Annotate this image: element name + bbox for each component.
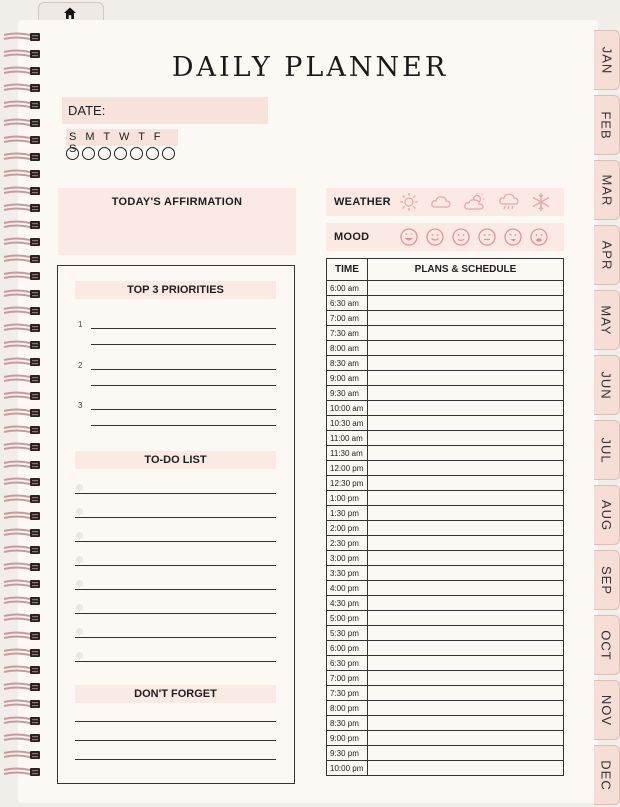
spiral-coil [2,374,42,384]
wink-face-icon[interactable] [502,227,524,247]
spiral-coil [2,357,42,367]
slot-time: 1:00 pm [327,491,368,505]
slot-time: 11:30 am [327,446,368,460]
schedule-slot[interactable] [327,446,563,461]
todo-line[interactable] [75,589,276,590]
schedule-slot[interactable] [327,746,563,761]
todo-bullet[interactable] [76,628,83,635]
month-tab-label: SEP [599,565,615,595]
slot-time: 11:00 am [327,431,368,445]
partly-cloudy-icon[interactable] [464,192,486,212]
spiral-coil [2,733,42,743]
month-tab-label: DEC [599,759,615,791]
slot-time: 8:00 am [327,341,368,355]
schedule-slot[interactable] [327,581,563,596]
priority-line[interactable] [91,328,276,329]
slot-time: 8:30 am [327,356,368,370]
month-tab-label: JUL [599,436,614,464]
slot-time: 1:30 pm [327,506,368,520]
todo-bullet[interactable] [76,652,83,659]
todo-bullet[interactable] [76,556,83,563]
schedule-slot[interactable] [327,596,563,611]
weekday-checkbox[interactable] [98,147,111,160]
slot-time: 3:00 pm [327,551,368,565]
spiral-coil [2,477,42,487]
schedule-slot[interactable] [327,296,563,311]
spiral-coil [2,220,42,230]
schedule-slot[interactable] [327,566,563,581]
slot-time: 7:30 pm [327,686,368,700]
tab-jun[interactable] [594,355,620,415]
priority-line[interactable] [91,409,276,410]
tab-may[interactable] [594,290,620,350]
slot-time: 6:30 pm [327,656,368,670]
schedule-slot[interactable] [327,551,563,566]
spiral-coil [2,408,42,418]
slot-time: 5:00 pm [327,611,368,625]
month-tab-label: FEB [599,110,615,140]
schedule-slot[interactable] [327,536,563,551]
schedule-slot[interactable] [327,341,563,356]
schedule-slot[interactable] [327,506,563,521]
schedule-slot[interactable] [327,356,563,371]
priority-number: 2 [78,361,83,370]
schedule-slot[interactable] [327,491,563,506]
spiral-coil [2,767,42,777]
tab-feb[interactable] [594,95,620,155]
spiral-coil [2,613,42,623]
slot-time: 12:00 pm [327,461,368,475]
home-icon[interactable] [63,6,77,20]
slot-time: 10:30 am [327,416,368,430]
schedule-slot[interactable] [327,611,563,626]
left-panel [57,265,295,784]
priority-number: 1 [78,320,83,329]
neutral-face-icon[interactable] [450,227,472,247]
tab-jan[interactable] [594,30,620,90]
spiral-coil [2,118,42,128]
snowflake-icon[interactable] [530,192,552,212]
month-tab-label: AUG [599,499,615,531]
slot-time: 6:00 pm [327,641,368,655]
schedule-header [327,259,563,281]
month-tab-label: MAR [599,174,615,206]
spiral-coil [2,237,42,247]
schedule-slot[interactable] [327,521,563,536]
tab-mar[interactable] [594,160,620,220]
schedule-slot[interactable] [327,371,563,386]
spiral-coil [2,323,42,333]
date-label: DATE: [68,103,106,118]
month-tab-label: NOV [599,694,615,726]
weekday-checkbox[interactable] [82,147,95,160]
slot-time: 4:30 pm [327,596,368,610]
spiral-coil [2,545,42,555]
sun-icon[interactable] [398,192,420,212]
schedule-slot[interactable] [327,401,563,416]
priority-line[interactable] [91,425,276,426]
date-field[interactable] [62,97,268,124]
page-title: DAILY PLANNER [171,52,449,83]
slot-time: 8:00 pm [327,701,368,715]
slot-time: 9:00 pm [327,731,368,745]
todo-line[interactable] [75,493,276,494]
slot-time: 6:00 am [327,281,368,295]
tab-jul[interactable] [594,420,620,480]
schedule-slot[interactable] [327,386,563,401]
todo-line[interactable] [75,661,276,662]
priority-number: 3 [78,401,83,410]
todo-heading: TO-DO LIST [75,451,276,469]
rain-icon[interactable] [498,192,520,212]
schedule-slot[interactable] [327,281,563,296]
tab-dec[interactable] [594,745,620,805]
todo-line[interactable] [75,637,276,638]
spiral-coil [2,32,42,42]
sad-face-icon[interactable] [528,227,550,247]
spiral-coil [2,682,42,692]
dont-forget-line[interactable] [75,759,276,760]
weekday-checkbox[interactable] [146,147,159,160]
spiral-coil [2,306,42,316]
mood-row [326,223,564,251]
weekday-checkbox[interactable] [162,147,175,160]
schedule-slot[interactable] [327,326,563,341]
spiral-coil [2,254,42,264]
month-tab-label: OCT [599,629,615,661]
slot-time: 4:00 pm [327,581,368,595]
todo-line[interactable] [75,613,276,614]
priority-line[interactable] [91,344,276,345]
slot-time: 9:00 am [327,371,368,385]
todo-line[interactable] [75,517,276,518]
mood-label: MOOD [334,231,370,243]
spiral-coil [2,169,42,179]
smile-face-icon[interactable] [424,227,446,247]
slot-time: 8:30 pm [327,716,368,730]
schedule-slot[interactable] [327,311,563,326]
weekday-letters: S M T W T F S [66,129,178,146]
schedule-slot[interactable] [327,656,563,671]
affirmation-box[interactable] [58,188,296,255]
schedule-slot[interactable] [327,731,563,746]
spiral-coil [2,648,42,658]
affirmation-title: TODAY'S AFFIRMATION [111,196,243,208]
spiral-coil [2,135,42,145]
slot-time: 7:30 am [327,326,368,340]
todo-line[interactable] [75,541,276,542]
spiral-coil [2,289,42,299]
spiral-coil [2,425,42,435]
spiral-coil [2,460,42,470]
month-tab-label: APR [599,240,615,270]
todo-bullet[interactable] [76,484,83,491]
slot-time: 7:00 pm [327,671,368,685]
schedule-slot[interactable] [327,716,563,731]
slot-time: 2:30 pm [327,536,368,550]
dont-forget-heading: DON'T FORGET [75,685,276,703]
spiral-coil [2,699,42,709]
weather-row [326,188,564,216]
spiral-coil [2,562,42,572]
spiral-coil [2,340,42,350]
plans-header: PLANS & SCHEDULE [414,264,517,275]
slot-time: 12:30 pm [327,476,368,490]
schedule-slot[interactable] [327,431,563,446]
tab-nov[interactable] [594,680,620,740]
spiral-coil [2,716,42,726]
spiral-coil [2,442,42,452]
spiral-coil [2,494,42,504]
todo-bullet[interactable] [76,532,83,539]
slot-time: 9:30 am [327,386,368,400]
spiral-coil [2,391,42,401]
slot-time: 10:00 am [327,401,368,415]
slot-time: 5:30 pm [327,626,368,640]
spiral-coil [2,631,42,641]
slot-time: 3:30 pm [327,566,368,580]
dont-forget-line[interactable] [75,740,276,741]
meh-face-icon[interactable] [476,227,498,247]
spiral-coil [2,152,42,162]
slot-time: 6:30 am [327,296,368,310]
spiral-coil [2,665,42,675]
todo-bullet[interactable] [76,580,83,587]
weather-label: WEATHER [334,196,391,208]
spiral-coil [2,579,42,589]
priority-line[interactable] [91,369,276,370]
tab-aug[interactable] [594,485,620,545]
slot-time: 2:00 pm [327,521,368,535]
tab-sep[interactable] [594,550,620,610]
schedule-slot[interactable] [327,416,563,431]
schedule-slot[interactable] [327,761,563,776]
spiral-coil [2,750,42,760]
dont-forget-line[interactable] [75,721,276,722]
todo-line[interactable] [75,565,276,566]
slot-time: 7:00 am [327,311,368,325]
schedule-slot[interactable] [327,671,563,686]
month-tab-label: JUN [599,370,614,400]
spiral-coil [2,511,42,521]
priority-line[interactable] [91,385,276,386]
schedule-slot[interactable] [327,461,563,476]
schedule-slot[interactable] [327,701,563,716]
weekday-checkboxes [66,147,175,160]
tab-apr[interactable] [594,225,620,285]
spiral-coil [2,596,42,606]
schedule-slot[interactable] [327,626,563,641]
happy-face-icon[interactable] [398,227,420,247]
spiral-coil [2,186,42,196]
slot-time: 10:00 pm [327,761,368,775]
weekday-checkbox[interactable] [114,147,127,160]
todo-bullet[interactable] [76,508,83,515]
time-header: TIME [327,259,368,280]
spiral-coil [2,49,42,59]
schedule-slot[interactable] [327,476,563,491]
spiral-coil [2,203,42,213]
weekday-checkbox[interactable] [66,147,79,160]
schedule-table [326,258,564,776]
tab-oct[interactable] [594,615,620,675]
priorities-heading: TOP 3 PRIORITIES [75,281,276,299]
spiral-coil [2,83,42,93]
spiral-coil [2,100,42,110]
todo-bullet[interactable] [76,604,83,611]
spiral-coil [2,528,42,538]
month-tab-label: JAN [599,46,614,74]
month-tab-label: MAY [599,304,614,336]
slot-time: 9:30 pm [327,746,368,760]
weekday-checkbox[interactable] [130,147,143,160]
cloud-icon[interactable] [430,192,452,212]
schedule-slot[interactable] [327,641,563,656]
schedule-slot[interactable] [327,686,563,701]
spiral-coil [2,271,42,281]
spiral-coil [2,66,42,76]
